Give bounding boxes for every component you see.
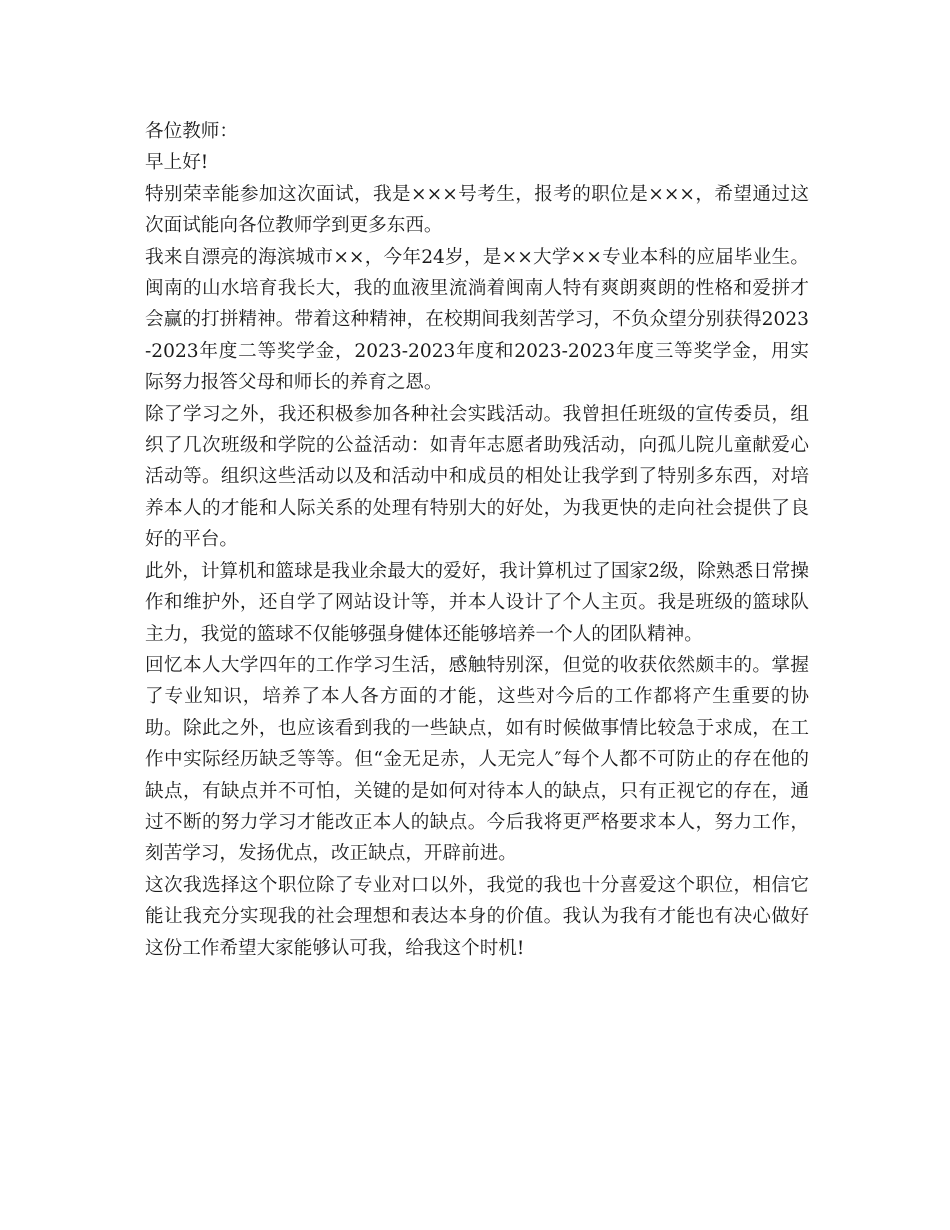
paragraph-intro: 特别荣幸能参加这次面试，我是×××号考生，报考的职位是×××，希望通过这次面试能向各位教师学到更多东西。	[145, 183, 809, 237]
paragraph-closing: 这次我选择这个职位除了专业对口以外，我觉的我也十分喜爱这个职位，相信它能让我充分实现我的社会理想和表达本身的价值。我认为我有才能也有决心做好这份工作希望大家能够认可我，给我这个时机!	[145, 874, 809, 959]
paragraph-activities: 除了学习之外，我还积极参加各种社会实践活动。我曾担任班级的宣传委员，组织了几次班级和学院的公益活动：如青年志愿者助残活动，向孤儿院儿童献爱心活动等。组织这些活动以及和活动中和成员的相处让我学到了特别多东西，对培养本人的才能和人际关系的处理有特别大的好处，为我更快的走向社会提供了良好的平台。	[145, 403, 809, 551]
paragraph-reflection: 回忆本人大学四年的工作学习生活，感触特别深，但觉的收获依然颇丰的。掌握了专业知识，培养了本人各方面的才能，这些对今后的工作都将产生重要的协助。除此之外，也应该看到我的一些缺点，如有时候做事情比较急于求成，在工作中实际经历缺乏等等。但“金无足赤，人无完人″每个人都不可防止的存在他的缺点，有缺点并不可怕，关键的是如何对待本人的缺点，只有正视它的存在，通过不断的努力学习才能改正本人的缺点。今后我将更严格要求本人，努力工作，刻苦学习，发扬优点，改正缺点，开辟前进。	[145, 654, 809, 865]
paragraph-background: 我来自漂亮的海滨城市××，今年24岁，是××大学××专业本科的应届毕业生。闽南的山水培育我长大，我的血液里流淌着闽南人特有爽朗爽朗的性格和爱拼才会赢的打拼精神。带着这种精神，在校期间我刻苦学习，不负众望分别获得2023-2023年度二等奖学金，2023-2023年度和2023-2023年度三等奖学金，用实际努力报答父母和师长的养育之恩。	[145, 246, 809, 394]
document-body	[145, 116, 809, 964]
greeting: 早上好!	[145, 152, 209, 174]
paragraph-hobbies: 此外，计算机和篮球是我业余最大的爱好，我计算机过了国家2级，除熟悉日常操作和维护外，还自学了网站设计等，并本人设计了个人主页。我是班级的篮球队主力，我觉的篮球不仅能够强身健体还能够培养一个人的团队精神。	[145, 560, 809, 645]
salutation: 各位教师：	[145, 121, 238, 142]
